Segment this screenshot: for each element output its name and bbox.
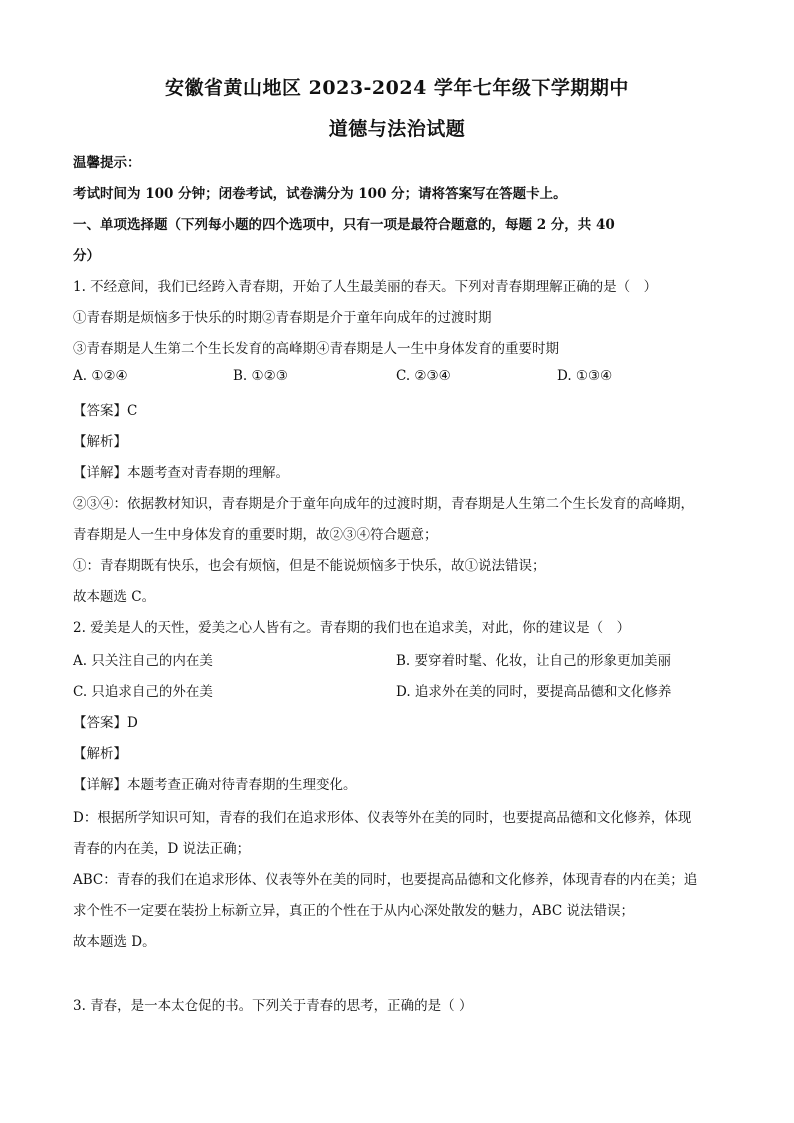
- exam-title: 安徽省黄山地区 2023-2024 学年七年级下学期期中: [165, 77, 629, 99]
- q1-items-line: ①青春期是烦恼多于快乐的时期②青春期是介于童年向成年的过渡时期: [73, 310, 492, 326]
- q1-detail: 【详解】本题考查对青春期的理解。: [73, 465, 289, 481]
- q2-explanation: 求个性不一定要在装扮上标新立异，真正的个性在于从内心深处散发的魅力，ABC 说法错误；: [73, 903, 635, 919]
- exam-subject-title: 道德与法治试题: [328, 118, 466, 140]
- notice-text: 考试时间为 100 分钟；闭卷考试，试卷满分为 100 分；请将答案写在答题卡上。: [73, 186, 567, 202]
- q1-answer: 【答案】C: [73, 403, 138, 419]
- q1-items-line: ③青春期是人生第二个生长发育的高峰期④青春期是人一生中身体发育的重要时期: [73, 341, 559, 357]
- section-heading-cont: 分）: [73, 248, 100, 264]
- q2-explanation: ABC：青春的我们在追求形体、仪表等外在美的同时，也要提高品德和文化修养，体现青春的内在美；追: [73, 872, 698, 888]
- q1-option-a: A. ①②④: [73, 368, 128, 384]
- q1-explanation: ①：青春期既有快乐，也会有烦恼，但是不能说烦恼多于快乐，故①说法错误；: [73, 558, 546, 574]
- q2-conclusion: 故本题选 D。: [73, 934, 156, 950]
- q2-explanation: 青春的内在美，D 说法正确；: [73, 841, 251, 857]
- q1-analysis-label: 【解析】: [73, 434, 127, 450]
- q1-explanation: 青春期是人一生中身体发育的重要时期，故②③④符合题意；: [73, 527, 438, 543]
- q2-option-b: B. 要穿着时髦、化妆，让自己的形象更加美丽: [396, 653, 672, 669]
- q1-conclusion: 故本题选 C。: [73, 589, 156, 605]
- q1-explanation: ②③④：依据教材知识，青春期是介于童年向成年的过渡时期，青春期是人生第二个生长发育的高峰期，: [73, 496, 694, 512]
- section-heading: 一、单项选择题（下列每小题的四个选项中，只有一项是最符合题意的，每题 2 分，共 40: [73, 217, 615, 233]
- q2-detail: 【详解】本题考查正确对待青春期的生理变化。: [73, 777, 357, 793]
- q1-option-c: C. ②③④: [396, 368, 451, 384]
- q2-explanation: D：根据所学知识可知，青春的我们在追求形体、仪表等外在美的同时，也要提高品德和文化修养，体现: [73, 810, 692, 826]
- q1-option-d: D. ①③④: [557, 368, 613, 384]
- q2-option-c: C. 只追求自己的外在美: [73, 684, 213, 700]
- q2-option-d: D. 追求外在美的同时，要提高品德和文化修养: [396, 684, 672, 700]
- q2-option-a: A. 只关注自己的内在美: [73, 653, 213, 669]
- q2-answer: 【答案】D: [73, 715, 138, 731]
- q1-stem: 1. 不经意间，我们已经跨入青春期，开始了人生最美丽的春天。下列对青春期理解正确的是（ ）: [73, 279, 658, 295]
- q2-analysis-label: 【解析】: [73, 746, 127, 762]
- q3-stem: 3. 青春，是一本太仓促的书。下列关于青春的思考，正确的是（ ）: [73, 998, 473, 1014]
- q2-stem: 2. 爱美是人的天性，爱美之心人皆有之。青春期的我们也在追求美，对此，你的建议是（ ）: [73, 620, 631, 636]
- q1-option-b: B. ①②③: [233, 368, 288, 384]
- notice-heading: 温馨提示：: [73, 155, 141, 171]
